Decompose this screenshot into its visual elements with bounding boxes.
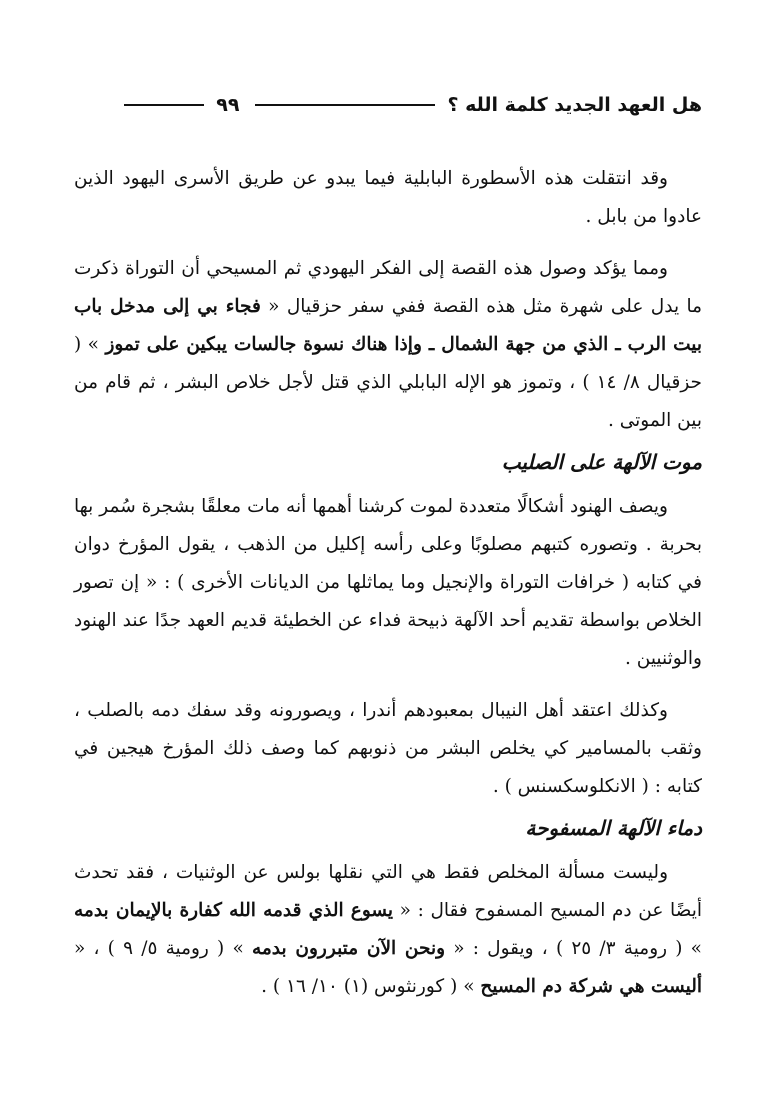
romans-quote-2: ونحن الآن متبررون بدمه bbox=[251, 938, 446, 959]
romans-quote-1: يسوع الذي قدمه الله كفارة بالإيمان بدمه bbox=[74, 900, 394, 921]
paragraph-5-text-2: » ( رومية ٣/ ٢٥ ) ، ويقول : « bbox=[445, 938, 702, 959]
paragraph-5-text-3: » ( رومية ٥/ ٩ ) ، « bbox=[74, 938, 252, 959]
section-heading-2: دماء الآلهة المسفوحة bbox=[525, 816, 702, 840]
page-number: ٩٩ bbox=[216, 94, 240, 116]
page-body bbox=[74, 160, 702, 1006]
paragraph-3: ويصف الهنود أشكالًا متعددة لموت كرشنا أهمها أنه مات معلقًا بشجرة سُمر بها بحربة . وتصوره كتبهم مصلوبًا وعلى رأسه إكليل من الذهب ، يقول المؤرخ دوان في كتابه ( خرافات التوراة والإنجيل وما يماثلها من الديانات الأخرى ) : « إن تصور الخلاص بواسطة تقديم أحد الآلهة ذبيحة فداء عن الخطيئة قديم العهد جدًا عند الهنود والوثنيين . bbox=[74, 496, 702, 669]
paragraph-5-text: وليست مسألة المخلص فقط هي التي نقلها بولس عن الوثنيات ، فقد تحدث أيضًا عن دم المسيح المسفوح فقال : « bbox=[74, 862, 702, 921]
paragraph-2-text-end: » ( حزقيال ٨/ ١٤ ) ، وتموز هو الإله البابلي الذي قتل لأجل خلاص البشر ، ثم قام من بين الموتى . bbox=[74, 334, 702, 431]
paragraph-2 bbox=[74, 250, 702, 440]
header-rule-short bbox=[124, 104, 204, 106]
corinthians-quote: أليست هي شركة دم المسيح bbox=[480, 976, 702, 997]
paragraph-5-text-end: » ( كورنثوس (١) ١٠/ ١٦ ) . bbox=[261, 976, 481, 997]
paragraph-4: وكذلك اعتقد أهل النيبال بمعبودهم أندرا ، ويصورونه وقد سفك دمه بالصلب ، وثقب بالمسامير كي يخلص البشر من ذنوبهم كما وصف ذلك المؤرخ هيجين في كتابه : ( الانكلوسكسنس ) . bbox=[74, 700, 702, 797]
section-heading-1: موت الآلهة على الصليب bbox=[501, 450, 702, 474]
ezekiel-quote: فجاء بي إلى مدخل باب بيت الرب ـ الذي من جهة الشمال ـ وإذا هناك نسوة جالسات يبكين على تموز bbox=[74, 296, 702, 355]
paragraph-2-text: ومما يؤكد وصول هذه القصة إلى الفكر اليهودي ثم المسيحي أن التوراة ذكرت ما يدل على شهرة مثل هذه القصة ففي سفر حزقيال « bbox=[74, 258, 702, 317]
header-title: هل العهد الجديد كلمة الله ؟ bbox=[447, 94, 702, 116]
running-header bbox=[74, 90, 702, 120]
header-rule bbox=[255, 104, 435, 106]
paragraph-1: وقد انتقلت هذه الأسطورة البابلية فيما يبدو عن طريق الأسرى اليهود الذين عادوا من بابل . bbox=[74, 168, 702, 227]
paragraph-5 bbox=[74, 854, 702, 1006]
